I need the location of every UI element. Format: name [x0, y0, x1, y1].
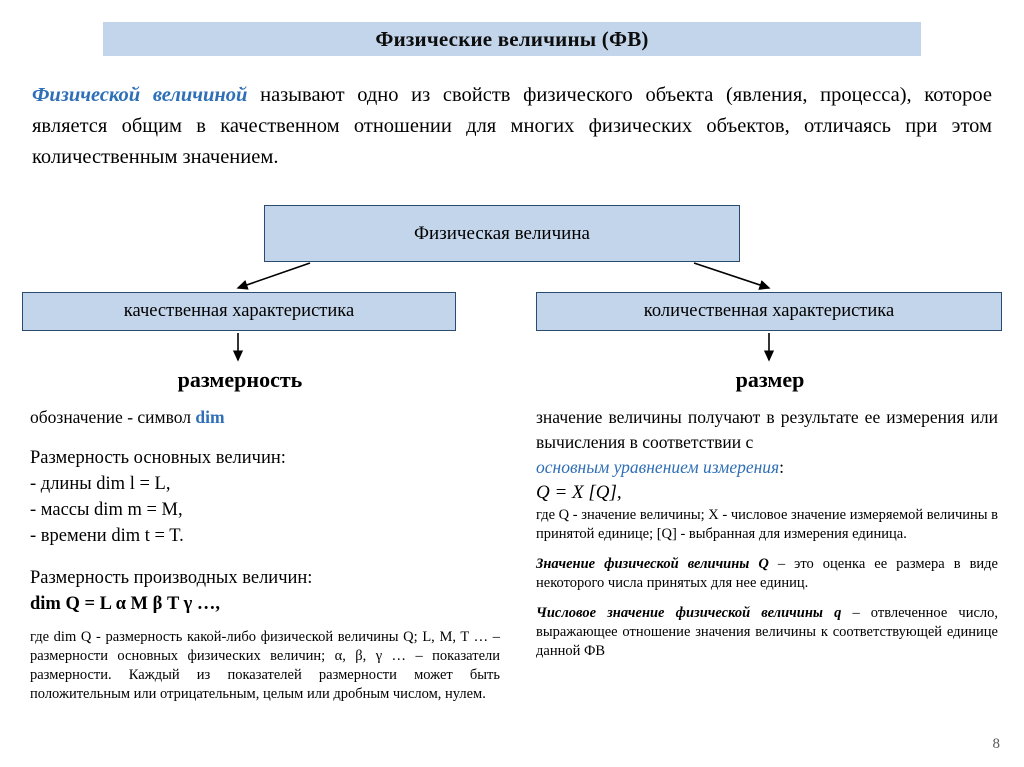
page-title: Физические величины (ФВ) [375, 26, 649, 51]
value-definition-text: – это оценка ее размера в виде некоторого числа принятых для нее единиц. [536, 556, 998, 591]
base-quantities-header: Размерность основных величин: [30, 448, 286, 468]
box-qualitative-characteristic [22, 292, 456, 331]
left-column [30, 405, 500, 704]
box-quantitative-characteristic [536, 292, 1002, 331]
measurement-equation-note: где Q - значение величины; X - числовое значение измеряемой величины в принятой единице; [Q] - выбранная для измерения единица. [536, 507, 998, 542]
spacer [30, 429, 500, 445]
dimension-note: где dim Q - размерность какой-либо физической величины Q; L, M, T … – размерности основных физических величин; α, β, γ … – показатели размерности. Каждый из показателей размерности может быть положительным или отрицательным, целым или дробным числом, нулем. [30, 629, 500, 702]
measurement-equation-line [536, 455, 998, 480]
derived-quantities-formula: dim Q = L α M β T γ …, [30, 594, 221, 614]
measurement-equation-formula: Q = X [Q], [536, 482, 622, 503]
box-qualitative-label: качественная характеристика [123, 301, 355, 321]
value-definition [536, 555, 998, 593]
spacer [30, 549, 500, 565]
derived-quantities-header: Размерность производных величин: [30, 568, 313, 588]
value-definition-term: Значение физической величины Q [536, 556, 769, 572]
intro-paragraph [32, 80, 992, 173]
base-quantity-item: - времени dim t = T. [30, 526, 184, 546]
size-definition-paragraph [536, 405, 998, 455]
notation-symbol: dim [195, 407, 225, 427]
box-main-label: Физическая величина [414, 222, 590, 244]
spacer [536, 593, 998, 604]
measurement-equation-term: основным уравнением измерения [536, 457, 780, 477]
page-number: 8 [992, 736, 1000, 752]
base-quantity-item: - массы dim m = M, [30, 500, 183, 520]
subheading-dimension: размерность [177, 367, 303, 392]
size-definition-text: значение величины получают в результате ее измерения или вычисления в соответствии с [536, 407, 998, 452]
intro-accent-term: Физической величиной [32, 84, 248, 106]
numeric-value-definition-text: – отвлеченное число, выражающее отношение значения величины к соответствующей единице данной ФВ [536, 605, 998, 659]
numeric-value-definition-term: Числовое значение физической величины q [536, 605, 842, 621]
box-quantitative-label: количественная характеристика [643, 301, 895, 321]
spacer [30, 617, 500, 628]
right-column [536, 405, 998, 661]
numeric-value-definition [536, 604, 998, 661]
subheading-size: размер [735, 367, 805, 392]
box-physical-quantity [264, 205, 740, 262]
spacer [536, 544, 998, 555]
slide-title-bar [103, 22, 921, 56]
base-quantity-item: - длины dim l = L, [30, 474, 171, 494]
notation-prefix: обозначение - символ [30, 407, 196, 427]
measurement-equation-colon: : [779, 457, 785, 477]
intro-body-text: называют одно из свойств физического объекта (явления, процесса), которое является общим в качественном отношении для многих физических объектов, отличаясь при этом количественным значением. [32, 84, 992, 168]
notation-line [30, 405, 500, 429]
